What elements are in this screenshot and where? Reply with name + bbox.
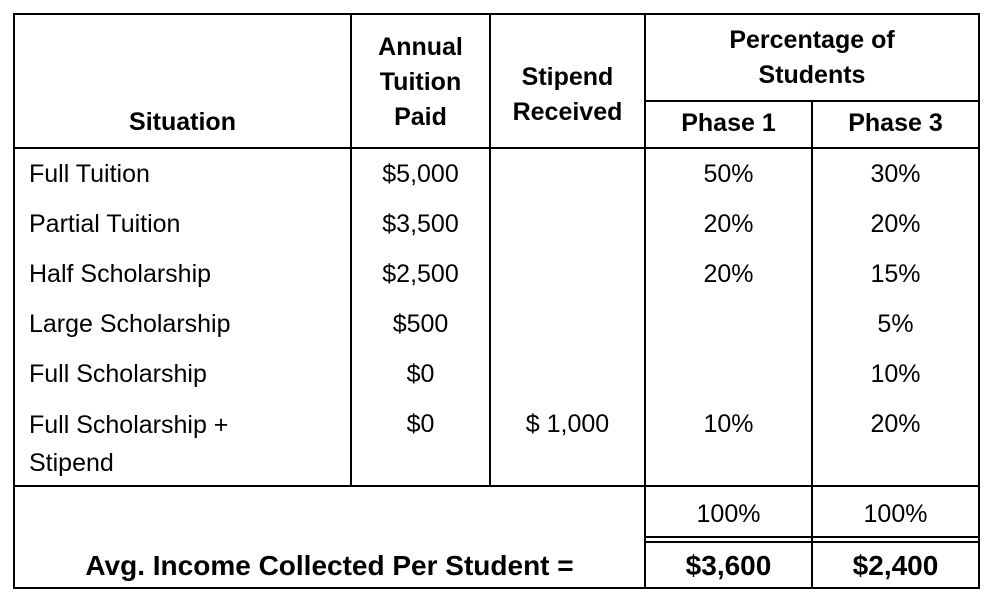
table-row-phase3: 20% [870, 410, 921, 438]
table-row-phase3: 5% [877, 310, 914, 338]
summary-label: Avg. Income Collected Per Student = [85, 550, 574, 581]
table-row-phase3: 10% [870, 360, 921, 388]
table-row-stipend: $ 1,000 [525, 410, 610, 438]
header-percentage-group: Percentage of Students [729, 26, 895, 89]
table-border-left [13, 13, 15, 589]
table-row-phase1: 50% [703, 160, 754, 188]
summary-phase3: $2,400 [852, 550, 939, 581]
table-row-situation: Partial Tuition [29, 210, 181, 238]
table-row-tuition: $500 [392, 310, 449, 338]
table-row-tuition: $2,500 [382, 260, 459, 288]
table-row-phase3: 15% [870, 260, 921, 288]
table-row-situation: Large Scholarship [29, 310, 231, 338]
total-phase3: 100% [863, 500, 928, 528]
table-row-tuition: $0 [406, 410, 435, 438]
table-row-situation: Full Scholarship + Stipend [29, 411, 229, 477]
table-row-situation: Full Tuition [29, 160, 150, 188]
table-row-phase3: 20% [870, 210, 921, 238]
body-divider [13, 485, 980, 487]
table-row-phase1: 20% [703, 210, 754, 238]
table-row-situation: Full Scholarship [29, 360, 207, 388]
table-border-bottom [13, 587, 980, 589]
table-row-tuition: $0 [406, 360, 435, 388]
table-row-tuition: $5,000 [382, 160, 459, 188]
header-phase3: Phase 3 [848, 109, 943, 137]
header-situation: Situation [129, 108, 236, 136]
table-row-situation: Half Scholarship [29, 260, 212, 288]
header-tuition: Annual Tuition Paid [378, 33, 463, 131]
header-phase1: Phase 1 [681, 109, 776, 137]
summary-phase1: $3,600 [685, 550, 772, 581]
header-divider [13, 147, 980, 149]
tuition-table [13, 13, 980, 589]
total-phase1: 100% [696, 500, 761, 528]
header-stipend: Stipend Received [512, 63, 623, 126]
table-row-tuition: $3,500 [382, 210, 459, 238]
table-row-phase1: 10% [703, 410, 754, 438]
table-row-phase3: 30% [870, 160, 921, 188]
table-border-top [13, 13, 980, 15]
table-row-phase1: 20% [703, 260, 754, 288]
